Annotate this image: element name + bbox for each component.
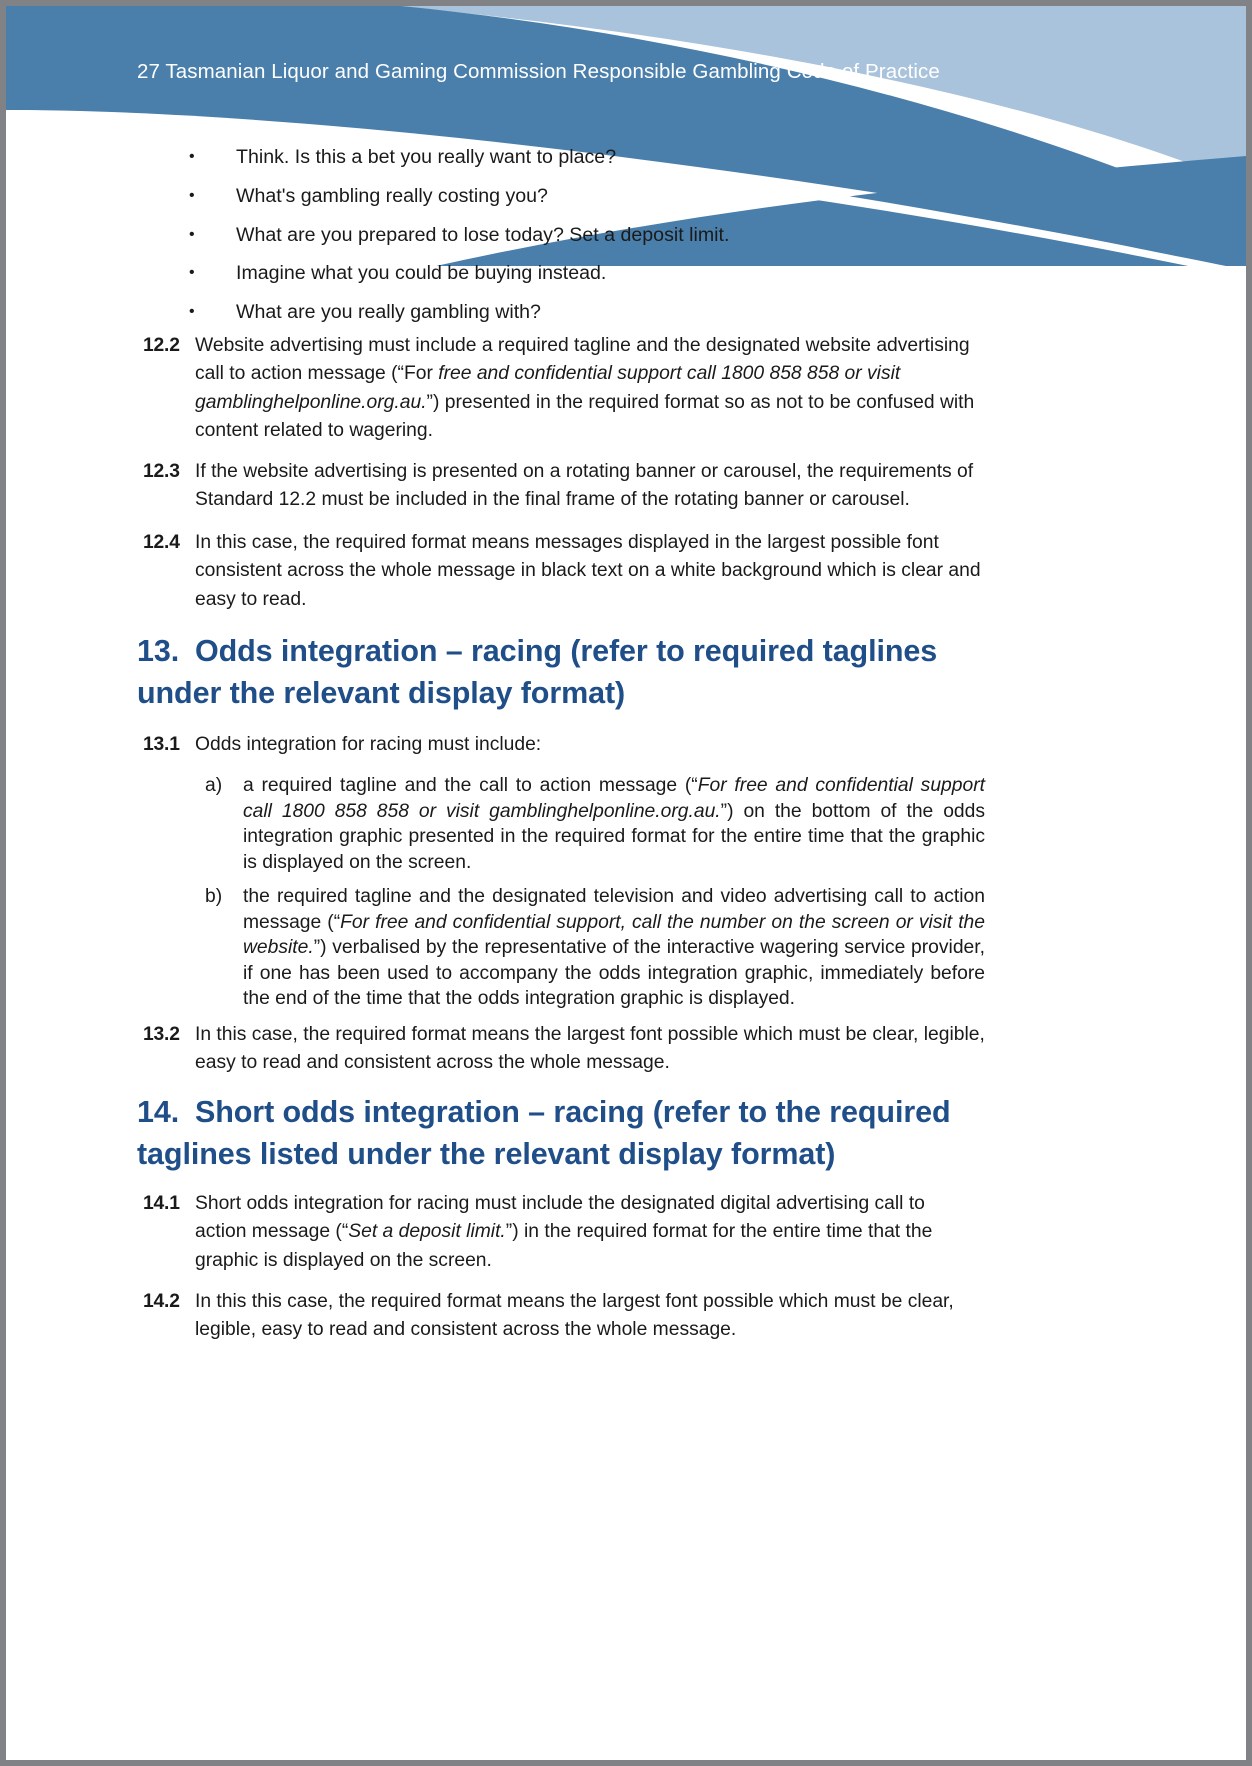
list-item-label: What's gambling really costing you? [236, 184, 548, 207]
list-item-part2: ”) verbalised by the representative of the interactive wagering service provider, if one has been used to accompany the odds integration graphic, immediately before the end of the time that the odds integration graphic is displayed. [243, 937, 985, 1009]
clause-body [195, 332, 985, 445]
list-item-italic: For free and confidential support, call the number on the screen or visit the website. [243, 911, 985, 958]
clause-number: 13.2 [143, 1024, 180, 1045]
list-item-text [243, 884, 985, 1012]
clause-body: Odds integration for racing must include: [195, 734, 542, 755]
sublist-13-1-b [6, 884, 1006, 1012]
list-item-italic: For free and confidential support call 1800 858 858 or visit gamblinghelponline.org.au. [243, 775, 985, 822]
clause-body [195, 1190, 955, 1275]
clause-text-italic: free and confidential support call 1800 858 858 or visit gamblinghelponline.org.au. [195, 363, 901, 413]
list-item-label: Imagine what you could be buying instead. [236, 262, 607, 285]
clause-12-4 [6, 529, 1006, 614]
clause-text-part1: Short odds integration for racing must include the designated digital advertising call to action message (“ [195, 1193, 925, 1243]
clause-number: 13.1 [143, 734, 180, 755]
page-sheet [6, 6, 1246, 1760]
clause-14-2 [6, 1288, 1006, 1345]
list-item [6, 138, 1006, 177]
gambling-prompt-bullet-list [6, 138, 1006, 332]
clause-13-2 [6, 1021, 1006, 1078]
list-item-b [6, 884, 1006, 1012]
list-item [6, 216, 1006, 255]
list-item-part1: the required tagline and the designated television and video advertising call to action message (“ [243, 886, 985, 933]
section-title: Short odds integration – racing (refer to the required taglines listed under the relevant display format) [137, 1095, 951, 1171]
clause-number: 12.3 [143, 461, 180, 482]
list-item-label: What are you prepared to lose today? Set a deposit limit. [236, 223, 730, 246]
clause-text-italic: Set a deposit limit. [348, 1221, 506, 1243]
list-item [6, 293, 1006, 332]
clause-12-3 [6, 458, 1006, 515]
clause-text-part1: Website advertising must include a required tagline and the designated website advertising call to action message (“For [195, 335, 970, 385]
bullet-icon: • [189, 225, 195, 243]
clause-number: 14.2 [143, 1291, 180, 1312]
clause-number: 12.4 [143, 532, 180, 553]
list-item-part1: a required tagline and the call to action message (“ [243, 775, 698, 796]
clause-12-2 [6, 332, 1006, 445]
clause-text-part2: ”) presented in the required format so as not to be confused with content related to wagering. [195, 391, 975, 441]
clause-text-part2: ”) in the required format for the entire time that the graphic is displayed on the screen. [195, 1221, 933, 1271]
list-item [6, 254, 1006, 293]
section-number: 13. [137, 634, 180, 668]
page-title-section-13 [137, 630, 1017, 714]
section-number: 14. [137, 1095, 180, 1129]
section-title: Odds integration – racing (refer to required taglines under the relevant display format) [137, 634, 938, 710]
list-item [6, 177, 1006, 216]
page-title-section-14 [137, 1091, 1017, 1175]
bullet-icon: • [189, 148, 195, 165]
bullet-icon: • [189, 264, 195, 282]
clause-body: In this case, the required format means messages displayed in the largest possible font consistent across the whole message in black text on a white background which is clear and easy to read. [195, 532, 981, 610]
list-item-part2: ”) on the bottom of the odds integration graphic presented in the required format for the entire time that the graphic is displayed on the screen. [243, 800, 986, 873]
clause-body: In this case, the required format means the largest font possible which must be clear, legible, easy to read and consistent across the whole message. [195, 1024, 985, 1074]
clause-14-1 [6, 1190, 1006, 1275]
clause-13-1 [6, 731, 1006, 759]
clause-number: 12.2 [143, 335, 180, 356]
clause-number: 14.1 [143, 1193, 180, 1214]
list-item-label: What are you really gambling with? [236, 301, 541, 324]
sublist-13-1 [6, 773, 1006, 875]
list-item-letter: b) [205, 886, 223, 907]
list-item-a [6, 773, 1006, 875]
bullet-icon: • [189, 186, 195, 204]
list-item-letter: a) [205, 775, 223, 796]
clause-body: If the website advertising is presented on a rotating banner or carousel, the requirements of Standard 12.2 must be included in the final frame of the rotating banner or carousel. [195, 461, 974, 511]
list-item-label: Think. Is this a bet you really want to place? [236, 146, 617, 168]
bullet-icon: • [189, 303, 195, 321]
list-item-text [243, 773, 985, 875]
page-header-title: 27 Tasmanian Liquor and Gaming Commission Responsible Gambling Code of Practice [137, 60, 940, 83]
clause-body: In this this case, the required format means the largest font possible which must be clear, legible, easy to read and consistent across the whole message. [195, 1291, 954, 1341]
